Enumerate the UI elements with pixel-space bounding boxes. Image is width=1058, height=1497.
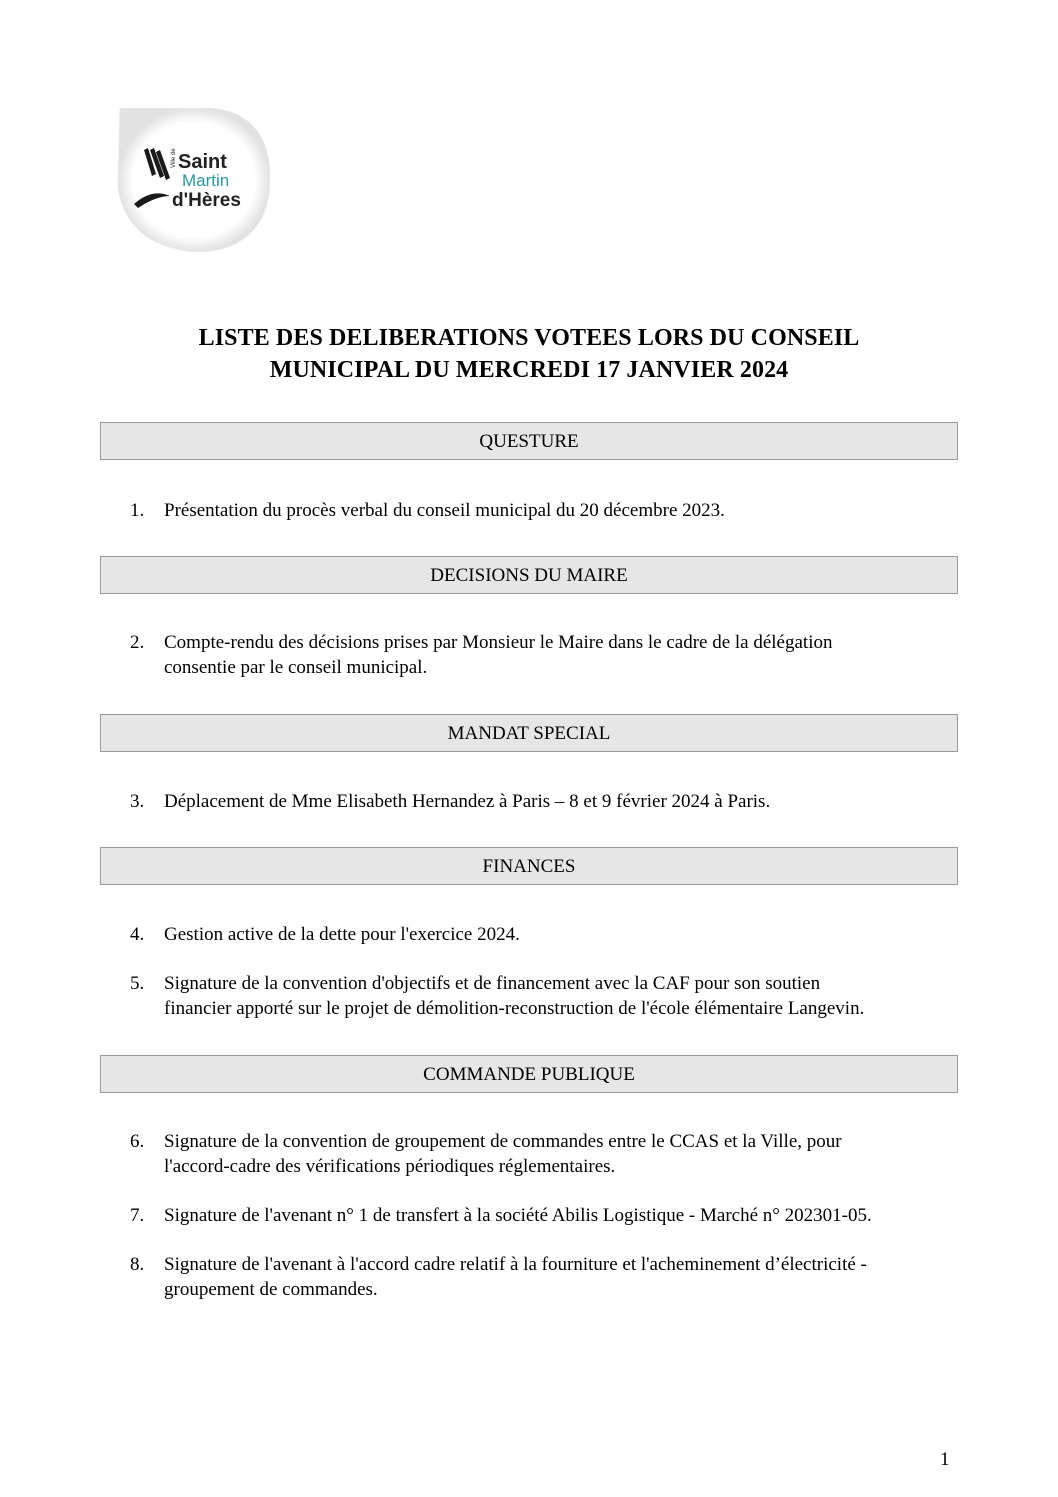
item-text: l'accord-cadre des vérifications périodiques réglementaires.: [164, 1156, 616, 1177]
item-number: 2.: [130, 632, 145, 653]
item-text: groupement de commandes.: [164, 1279, 378, 1300]
item-text: financier apporté sur le projet de démolition-reconstruction de l'école élémentaire Langevin.: [164, 998, 865, 1019]
item-number: 7.: [130, 1205, 145, 1226]
item-number: 8.: [130, 1254, 145, 1275]
title-line-1: LISTE DES DELIBERATIONS VOTEES LORS DU CONSEIL: [198, 325, 860, 351]
item-text: Signature de la convention de groupement de commandes entre le CCAS et la Ville, pour: [164, 1131, 842, 1152]
section-heading-finances: FINANCES: [100, 847, 958, 885]
city-logo: [112, 108, 270, 252]
logo-line-heres: d'Hères: [172, 190, 241, 211]
item-text: consentie par le conseil municipal.: [164, 657, 428, 678]
item-number: 3.: [130, 791, 145, 812]
item-number: 1.: [130, 500, 145, 521]
item-text: Signature de l'avenant à l'accord cadre relatif à la fourniture et l'acheminement d’électricité -: [164, 1254, 867, 1275]
item-text: Gestion active de la dette pour l'exercice 2024.: [164, 924, 520, 945]
logo-line-martin: Martin: [182, 171, 230, 190]
item-text: Compte-rendu des décisions prises par Monsieur le Maire dans le cadre de la délégation: [164, 632, 833, 653]
section-heading-mandat-special: MANDAT SPECIAL: [100, 714, 958, 752]
logo-prefix: Ville de: [171, 148, 177, 168]
item-number: 4.: [130, 924, 145, 945]
item-text: Signature de l'avenant n° 1 de transfert à la société Abilis Logistique - Marché n° 202301-05.: [164, 1205, 872, 1226]
section-heading-decisions-du-maire: DECISIONS DU MAIRE: [100, 556, 958, 594]
logo-line-saint: Saint: [178, 151, 227, 173]
item-number: 6.: [130, 1131, 145, 1152]
page-number: 1: [940, 1449, 950, 1470]
item-text: Déplacement de Mme Elisabeth Hernandez à Paris – 8 et 9 février 2024 à Paris.: [164, 791, 771, 812]
section-heading-commande-publique: COMMANDE PUBLIQUE: [100, 1055, 958, 1093]
document-title: [0, 322, 1058, 386]
section-heading-questure: QUESTURE: [100, 422, 958, 460]
item-text: Présentation du procès verbal du conseil municipal du 20 décembre 2023.: [164, 500, 725, 521]
item-text: Signature de la convention d'objectifs et de financement avec la CAF pour son soutien: [164, 973, 821, 994]
title-line-2: MUNICIPAL DU MERCREDI 17 JANVIER 2024: [269, 357, 789, 383]
item-number: 5.: [130, 973, 145, 994]
